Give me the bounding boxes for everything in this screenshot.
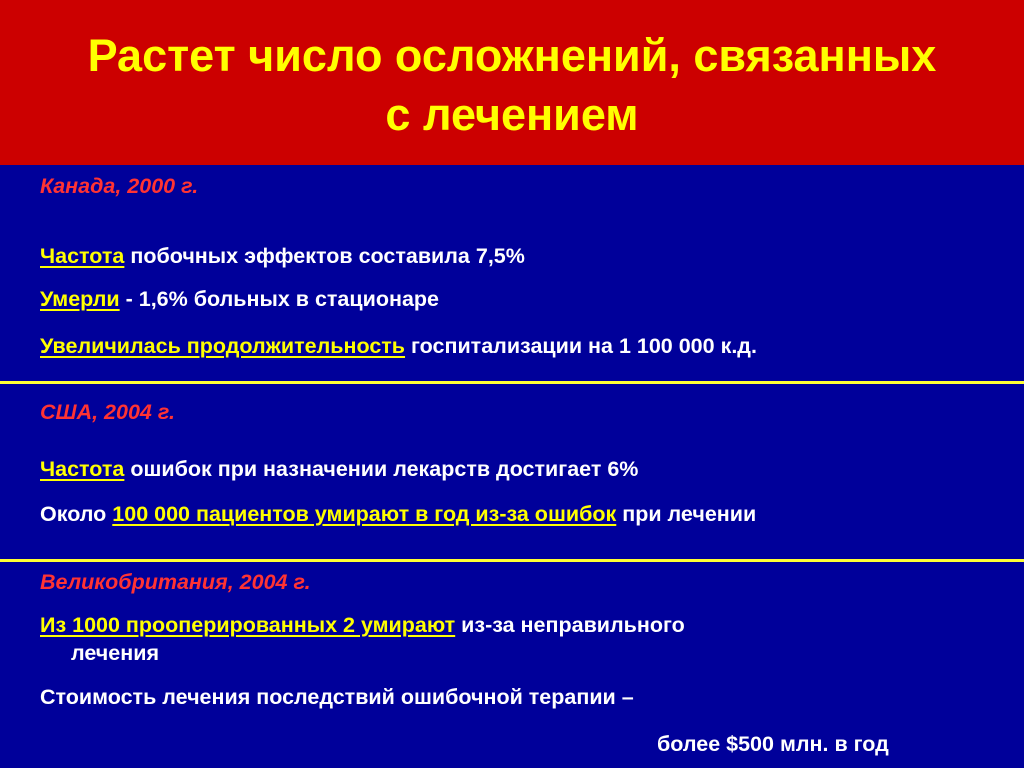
uk-item-surgery-deaths: [40, 612, 685, 638]
slide-title-line-2: с лечением: [385, 89, 639, 140]
canada-item-deaths-highlight: Умерли: [40, 287, 120, 311]
usa-item-prescription-errors-text: ошибок при назначении лекарств достигает 6%: [124, 457, 639, 481]
usa-item-prescription-errors-highlight: Частота: [40, 457, 125, 481]
usa-item-patient-deaths-prefix: Около: [40, 502, 113, 526]
uk-item-cost: Стоимость лечения последствий ошибочной терапии –: [40, 685, 634, 709]
usa-item-patient-deaths-highlight: 100 000 пациентов умирают в год из-за ошибок: [112, 502, 617, 526]
section-heading-canada: Канада, 2000 г.: [40, 174, 199, 198]
title-banner: [0, 0, 1024, 165]
section-divider: [0, 381, 1024, 384]
canada-item-frequency-text: побочных эффектов составила 7,5%: [124, 244, 525, 268]
uk-item-surgery-deaths-text: из-за неправильного: [455, 613, 685, 637]
uk-item-surgery-deaths-continuation: лечения: [71, 641, 159, 665]
section-divider: [0, 559, 1024, 562]
canada-item-frequency-highlight: Частота: [40, 244, 125, 268]
usa-item-patient-deaths-text: при лечении: [616, 502, 757, 526]
section-heading-usa: США, 2004 г.: [40, 400, 176, 424]
uk-item-cost-continuation: более $500 млн. в год: [657, 732, 889, 756]
canada-item-deaths-text: - 1,6% больных в стационаре: [119, 287, 439, 311]
slide-title: [0, 26, 1024, 144]
canada-item-hospitalization: [40, 333, 757, 359]
canada-item-deaths: [40, 286, 439, 312]
usa-item-prescription-errors: [40, 456, 638, 482]
usa-item-patient-deaths: [40, 501, 756, 527]
canada-item-frequency: [40, 243, 525, 269]
canada-item-hospitalization-highlight: Увеличилась продолжительность: [40, 334, 406, 358]
uk-item-surgery-deaths-highlight: Из 1000 прооперированных 2 умирают: [40, 613, 456, 637]
section-heading-uk: Великобритания, 2004 г.: [40, 570, 311, 594]
slide-title-line-1: Растет число осложнений, связанных: [87, 30, 937, 81]
canada-item-hospitalization-text: госпитализации на 1 100 000 к.д.: [405, 334, 757, 358]
